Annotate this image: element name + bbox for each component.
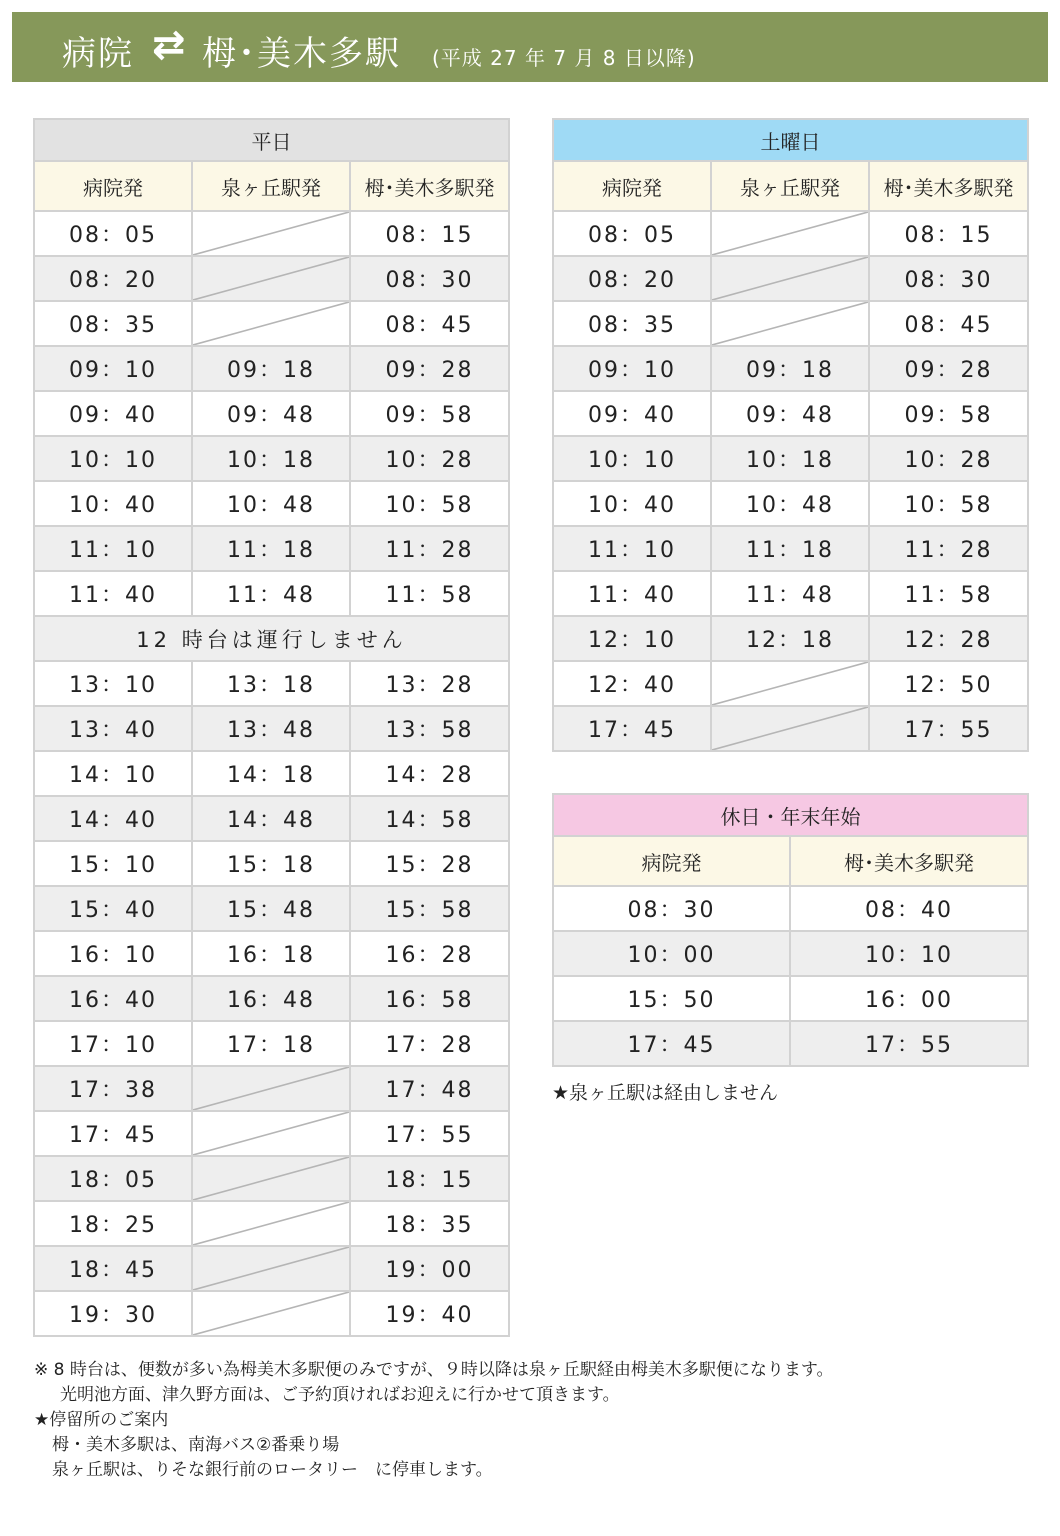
time-cell: 08：05 [34, 211, 192, 256]
table-row [34, 526, 509, 571]
footer-stop-izumigaoka: 泉ヶ丘駅は、りそな銀行前のロータリー に停車します。 [52, 1460, 493, 1480]
table-row [34, 571, 509, 616]
table-row [553, 886, 1028, 931]
table-row [34, 211, 509, 256]
time-cell: 16：28 [350, 931, 509, 976]
effective-date: (平成 27 年 7 月 8 日以降) [432, 46, 696, 70]
time-cell: 08：15 [350, 211, 509, 256]
time-cell: 15：48 [192, 886, 350, 931]
time-cell: 15：58 [350, 886, 509, 931]
diagonal-slash-icon [712, 257, 868, 300]
time-cell: 17：28 [350, 1021, 509, 1066]
time-cell: 10：00 [553, 931, 790, 976]
weekday-timetable [33, 118, 510, 1337]
no-stop-cell [192, 1111, 350, 1156]
table-row [34, 751, 509, 796]
no-stop-cell [711, 211, 869, 256]
time-cell: 09：18 [192, 346, 350, 391]
time-cell: 16：48 [192, 976, 350, 1021]
time-cell: 15：18 [192, 841, 350, 886]
time-cell: 18：05 [34, 1156, 192, 1201]
col-toga-mikita-departure: 栂･美木多駅発 [350, 161, 509, 211]
diagonal-slash-icon [193, 1202, 349, 1245]
time-cell: 13：40 [34, 706, 192, 751]
time-cell: 11：58 [869, 571, 1028, 616]
table-row [34, 1246, 509, 1291]
table-row [34, 1156, 509, 1201]
time-cell: 11：10 [34, 526, 192, 571]
no-stop-cell [192, 256, 350, 301]
time-cell: 09：28 [869, 346, 1028, 391]
no-stop-cell [192, 301, 350, 346]
saturday-timetable [552, 118, 1029, 752]
time-cell: 10：40 [34, 481, 192, 526]
table-row [553, 1021, 1028, 1066]
time-cell: 17：48 [350, 1066, 509, 1111]
time-cell: 11：28 [869, 526, 1028, 571]
time-cell: 09：18 [711, 346, 869, 391]
time-cell: 14：18 [192, 751, 350, 796]
diagonal-slash-icon [193, 1067, 349, 1110]
table-row [34, 256, 509, 301]
no-service-notice: 12 時台は運行しません [34, 616, 509, 661]
time-cell: 08：05 [553, 211, 711, 256]
table-row [34, 661, 509, 706]
table-row [553, 211, 1028, 256]
time-cell: 13：28 [350, 661, 509, 706]
footer-notes [34, 1358, 834, 1483]
route-to: 栂･美木多駅 [202, 34, 401, 74]
time-cell: 12：50 [869, 661, 1028, 706]
time-cell: 10：18 [711, 436, 869, 481]
time-cell: 08：30 [869, 256, 1028, 301]
table-row [553, 256, 1028, 301]
footer-note-pickup: 光明池方面、津久野方面は、ご予約頂ければお迎えに行かせて頂きます。 [60, 1385, 620, 1405]
table-row [34, 1291, 509, 1336]
time-cell: 09：48 [711, 391, 869, 436]
time-cell: 15：40 [34, 886, 192, 931]
table-row [34, 931, 509, 976]
time-cell: 11：18 [192, 526, 350, 571]
time-cell: 18：35 [350, 1201, 509, 1246]
time-cell: 08：30 [350, 256, 509, 301]
time-cell: 19：40 [350, 1291, 509, 1336]
time-cell: 17：45 [34, 1111, 192, 1156]
time-cell: 16：18 [192, 931, 350, 976]
time-cell: 09：58 [350, 391, 509, 436]
time-cell: 19：30 [34, 1291, 192, 1336]
diagonal-slash-icon [193, 1247, 349, 1290]
table-row [553, 526, 1028, 571]
table-row [553, 661, 1028, 706]
table-row [553, 706, 1028, 751]
no-stop-cell [192, 211, 350, 256]
diagonal-slash-icon [712, 212, 868, 255]
time-cell: 12：28 [869, 616, 1028, 661]
time-cell: 10：48 [192, 481, 350, 526]
time-cell: 08：35 [553, 301, 711, 346]
holiday-title: 休日・年末年始 [553, 794, 1028, 836]
diagonal-slash-icon [193, 302, 349, 345]
no-service-notice-row [34, 616, 509, 661]
time-cell: 10：28 [869, 436, 1028, 481]
diagonal-slash-icon [193, 1292, 349, 1335]
time-cell: 10：40 [553, 481, 711, 526]
table-row [553, 571, 1028, 616]
time-cell: 14：48 [192, 796, 350, 841]
table-row [34, 1066, 509, 1111]
time-cell: 17：45 [553, 1021, 790, 1066]
no-stop-cell [711, 256, 869, 301]
no-stop-cell [192, 1246, 350, 1291]
time-cell: 08：20 [34, 256, 192, 301]
time-cell: 14：28 [350, 751, 509, 796]
diagonal-slash-icon [712, 662, 868, 705]
time-cell: 11：18 [711, 526, 869, 571]
table-row [34, 301, 509, 346]
time-cell: 10：28 [350, 436, 509, 481]
diagonal-slash-icon [193, 1157, 349, 1200]
time-cell: 18：15 [350, 1156, 509, 1201]
route-from: 病院 [62, 34, 134, 74]
time-cell: 14：58 [350, 796, 509, 841]
time-cell: 18：45 [34, 1246, 192, 1291]
col-izumigaoka-departure: 泉ヶ丘駅発 [192, 161, 350, 211]
col-hospital-departure: 病院発 [553, 161, 711, 211]
time-cell: 12：10 [553, 616, 711, 661]
col-hospital-departure: 病院発 [34, 161, 192, 211]
time-cell: 13：48 [192, 706, 350, 751]
table-row [34, 436, 509, 481]
time-cell: 10：10 [34, 436, 192, 481]
time-cell: 18：25 [34, 1201, 192, 1246]
time-cell: 13：18 [192, 661, 350, 706]
time-cell: 17：18 [192, 1021, 350, 1066]
time-cell: 11：48 [192, 571, 350, 616]
saturday-title: 土曜日 [553, 119, 1028, 161]
table-row [34, 841, 509, 886]
no-stop-cell [192, 1156, 350, 1201]
time-cell: 09：28 [350, 346, 509, 391]
table-row [553, 931, 1028, 976]
time-cell: 16：40 [34, 976, 192, 1021]
no-stop-cell [192, 1066, 350, 1111]
no-stop-cell [711, 661, 869, 706]
time-cell: 09：10 [553, 346, 711, 391]
diagonal-slash-icon [193, 257, 349, 300]
diagonal-slash-icon [712, 302, 868, 345]
no-stop-cell [192, 1201, 350, 1246]
no-stop-cell [192, 1291, 350, 1336]
table-row [553, 481, 1028, 526]
table-row [34, 1021, 509, 1066]
table-row [34, 796, 509, 841]
time-cell: 11：28 [350, 526, 509, 571]
time-cell: 08：20 [553, 256, 711, 301]
time-cell: 10：10 [790, 931, 1028, 976]
time-cell: 12：18 [711, 616, 869, 661]
diagonal-slash-icon [193, 212, 349, 255]
footer-stop-guide-title: ★停留所のご案内 [34, 1410, 169, 1430]
weekday-title: 平日 [34, 119, 509, 161]
time-cell: 16：58 [350, 976, 509, 1021]
time-cell: 08：45 [869, 301, 1028, 346]
time-cell: 10：48 [711, 481, 869, 526]
time-cell: 13：58 [350, 706, 509, 751]
time-cell: 16：10 [34, 931, 192, 976]
time-cell: 17：55 [790, 1021, 1028, 1066]
time-cell: 15：50 [553, 976, 790, 1021]
col-hospital-departure: 病院発 [553, 836, 790, 886]
table-row [553, 436, 1028, 481]
footer-stop-toga-mikita: 栂・美木多駅は、南海バス②番乗り場 [52, 1435, 340, 1455]
table-row [34, 481, 509, 526]
time-cell: 17：55 [350, 1111, 509, 1156]
time-cell: 09：58 [869, 391, 1028, 436]
table-row [553, 301, 1028, 346]
time-cell: 17：45 [553, 706, 711, 751]
col-izumigaoka-departure: 泉ヶ丘駅発 [711, 161, 869, 211]
time-cell: 08：35 [34, 301, 192, 346]
table-row [34, 706, 509, 751]
time-cell: 09：10 [34, 346, 192, 391]
table-row [34, 886, 509, 931]
time-cell: 17：55 [869, 706, 1028, 751]
time-cell: 11：58 [350, 571, 509, 616]
diagonal-slash-icon [712, 707, 868, 750]
time-cell: 08：45 [350, 301, 509, 346]
time-cell: 14：10 [34, 751, 192, 796]
time-cell: 08：30 [553, 886, 790, 931]
time-cell: 10：10 [553, 436, 711, 481]
time-cell: 14：40 [34, 796, 192, 841]
table-row [553, 976, 1028, 1021]
time-cell: 09：40 [34, 391, 192, 436]
time-cell: 10：18 [192, 436, 350, 481]
time-cell: 16：00 [790, 976, 1028, 1021]
time-cell: 12：40 [553, 661, 711, 706]
time-cell: 13：10 [34, 661, 192, 706]
table-row [34, 1201, 509, 1246]
holiday-timetable [552, 793, 1029, 1067]
no-stop-cell [711, 706, 869, 751]
time-cell: 09：48 [192, 391, 350, 436]
table-row [34, 346, 509, 391]
time-cell: 09：40 [553, 391, 711, 436]
time-cell: 15：28 [350, 841, 509, 886]
time-cell: 08：40 [790, 886, 1028, 931]
time-cell: 17：10 [34, 1021, 192, 1066]
time-cell: 10：58 [869, 481, 1028, 526]
table-row [553, 391, 1028, 436]
time-cell: 10：58 [350, 481, 509, 526]
col-toga-mikita-departure: 栂･美木多駅発 [790, 836, 1028, 886]
col-toga-mikita-departure: 栂･美木多駅発 [869, 161, 1028, 211]
table-row [553, 616, 1028, 661]
time-cell: 11：48 [711, 571, 869, 616]
time-cell: 17：38 [34, 1066, 192, 1111]
table-row [34, 976, 509, 1021]
holiday-note: ★泉ヶ丘駅は経由しません [552, 1082, 779, 1104]
time-cell: 19：00 [350, 1246, 509, 1291]
time-cell: 11：40 [553, 571, 711, 616]
bidirectional-arrow-icon: ⇄ [152, 22, 186, 68]
time-cell: 11：40 [34, 571, 192, 616]
time-cell: 08：15 [869, 211, 1028, 256]
table-row [553, 346, 1028, 391]
table-row [34, 391, 509, 436]
diagonal-slash-icon [193, 1112, 349, 1155]
table-row [34, 1111, 509, 1156]
footer-note-schedule: ※ 8 時台は、便数が多い為栂美木多駅便のみですが、９時以降は泉ヶ丘駅経由栂美木多駅便になります。 [34, 1360, 834, 1380]
time-cell: 11：10 [553, 526, 711, 571]
page-header [12, 12, 1048, 82]
time-cell: 15：10 [34, 841, 192, 886]
no-stop-cell [711, 301, 869, 346]
